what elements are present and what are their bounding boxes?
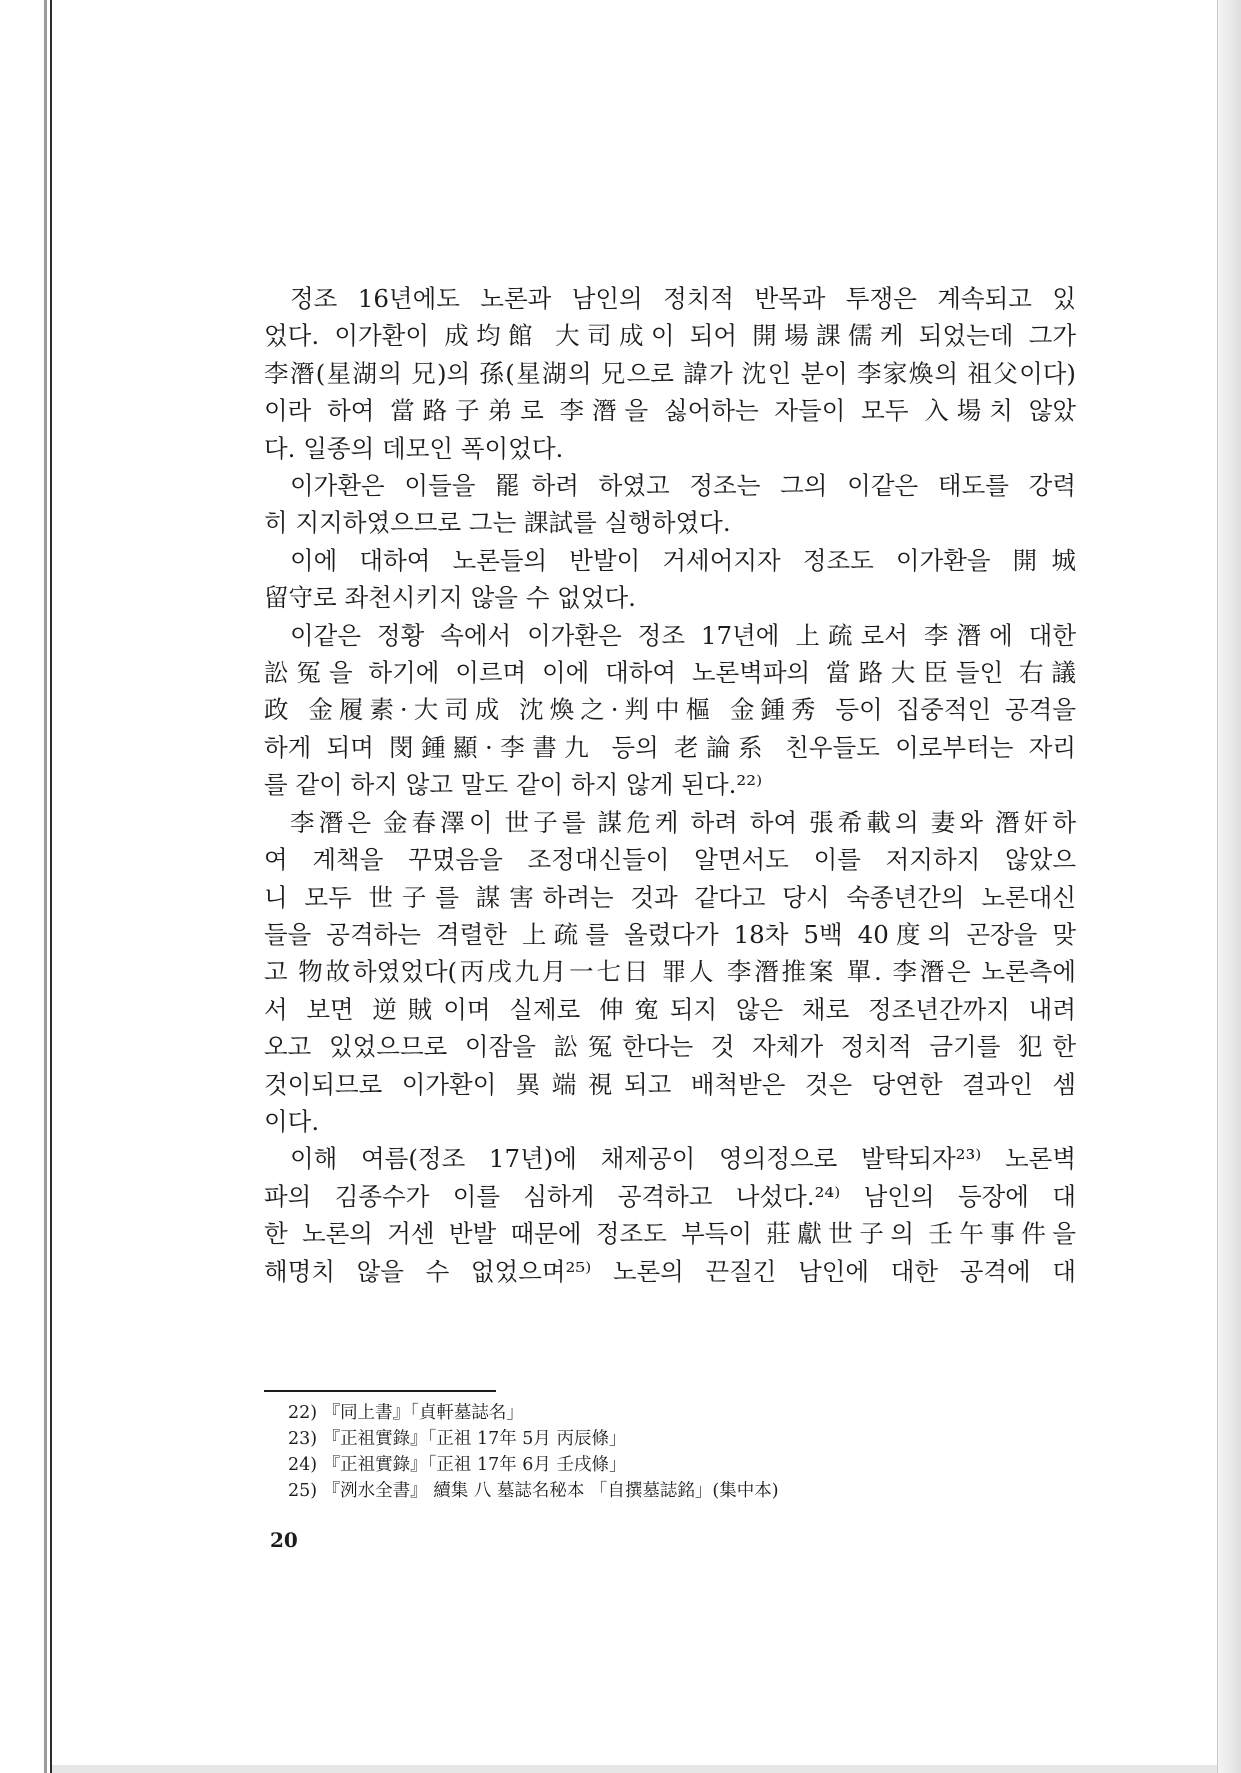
body-line: 니 모두 世子를 謀害하려는 것과 같다고 당시 숙종년간의 노론대신 [264, 882, 1076, 912]
body-line: 이라 하여 當路子弟로 李潛을 싫어하는 자들이 모두 入場치 않았 [264, 396, 1076, 426]
body-line: 政 金履素·大司成 沈煥之·判中樞 金鍾秀 등이 집중적인 공격을 [264, 695, 1076, 725]
footnote-25: 25) 『洌水全書』 續集 八 墓誌名秘本 「自撰墓誌銘」(集中本) [288, 1481, 779, 1501]
body-line: 李潛(星湖의 兄)의 孫(星湖의 兄으로 諱가 沈인 분이 李家煥의 祖父이다) [264, 358, 1076, 388]
body-line: 파의 김종수가 이를 심하게 공격하고 나섰다.²⁴⁾ 남인의 등장에 대 [264, 1181, 1076, 1211]
body-line: 留守로 좌천시키지 않을 수 없었다. [264, 583, 636, 613]
body-line: 었다. 이가환이 成均館 大司成이 되어 開場課儒케 되었는데 그가 [264, 321, 1076, 351]
body-line: 정조 16년에도 노론과 남인의 정치적 반목과 투쟁은 계속되고 있 [290, 284, 1076, 313]
body-line: 히 지지하였으므로 그는 課試를 실행하였다. [264, 508, 731, 538]
body-line: 다. 일종의 데모인 폭이었다. [264, 433, 564, 463]
scan-right-margin [1217, 0, 1241, 1773]
footnotes [288, 1400, 1048, 1504]
footnote-22: 22) 『同上書』「貞軒墓誌名」 [288, 1403, 524, 1423]
body-line: 이같은 정황 속에서 이가환은 정조 17년에 上疏로서 李潛에 대한 [290, 620, 1076, 650]
body-line: 하게 되며 閔鍾顯·李書九 등의 老論系 친우들도 이로부터는 자리 [264, 732, 1076, 762]
footnote-divider [264, 1390, 496, 1392]
body-line: 이에 대하여 노론들의 반발이 거세어지자 정조도 이가환을 開城 [290, 545, 1076, 575]
body-line: 들을 공격하는 격렬한 上疏를 올렸다가 18차 5백 40度의 곤장을 맞 [264, 919, 1076, 949]
body-line: 오고 있었으므로 이잠을 訟冤한다는 것 자체가 정치적 금기를 犯한 [264, 1032, 1076, 1062]
body-line: 해명치 않을 수 없었으며²⁵⁾ 노론의 끈질긴 남인에 대한 공격에 대 [264, 1256, 1076, 1286]
body-line: 한 노론의 거센 반발 때문에 정조도 부득이 莊獻世子의 壬午事件을 [264, 1219, 1076, 1249]
page-number: 20 [270, 1528, 298, 1552]
body-line: 李潛은 金春澤이 世子를 謀危케 하려 하여 張希載의 妻와 潛奸하 [290, 807, 1076, 837]
body-line: 를 같이 하지 않고 말도 같이 하지 않게 된다.²²⁾ [264, 770, 763, 800]
body-line: 訟冤을 하기에 이르며 이에 대하여 노론벽파의 當路大臣들인 右議 [264, 658, 1076, 688]
footnote-24: 24) 『正祖實錄』「正祖 17年 6月 壬戌條」 [288, 1455, 627, 1475]
body-line: 것이되므로 이가환이 異端視되고 배척받은 것은 당연한 결과인 셈 [264, 1069, 1076, 1099]
body-line: 고 物故하였었다(丙戌九月一七日 罪人 李潛推案 單. 李潛은 노론측에 [264, 957, 1076, 987]
body-text [264, 280, 1076, 1290]
body-line: 여 계책을 꾸몄음을 조정대신들이 알면서도 이를 저지하지 않았으 [264, 845, 1076, 875]
footnote-23: 23) 『正祖實錄』「正祖 17年 5月 丙辰條」 [288, 1429, 627, 1449]
body-line: 이다. [264, 1106, 320, 1136]
body-line: 서 보면 逆賊이며 실제로 伸寃되지 않은 채로 정조년간까지 내려 [264, 994, 1076, 1024]
page-edge-shadow [44, 0, 47, 1773]
body-line: 이가환은 이들을 罷하려 하였고 정조는 그의 이같은 태도를 강력 [290, 471, 1076, 501]
body-line: 이해 여름(정조 17년)에 채제공이 영의정으로 발탁되자²³⁾ 노론벽 [290, 1144, 1076, 1174]
scan-left-margin [0, 0, 52, 1773]
scan-bottom-margin [52, 1765, 1217, 1773]
